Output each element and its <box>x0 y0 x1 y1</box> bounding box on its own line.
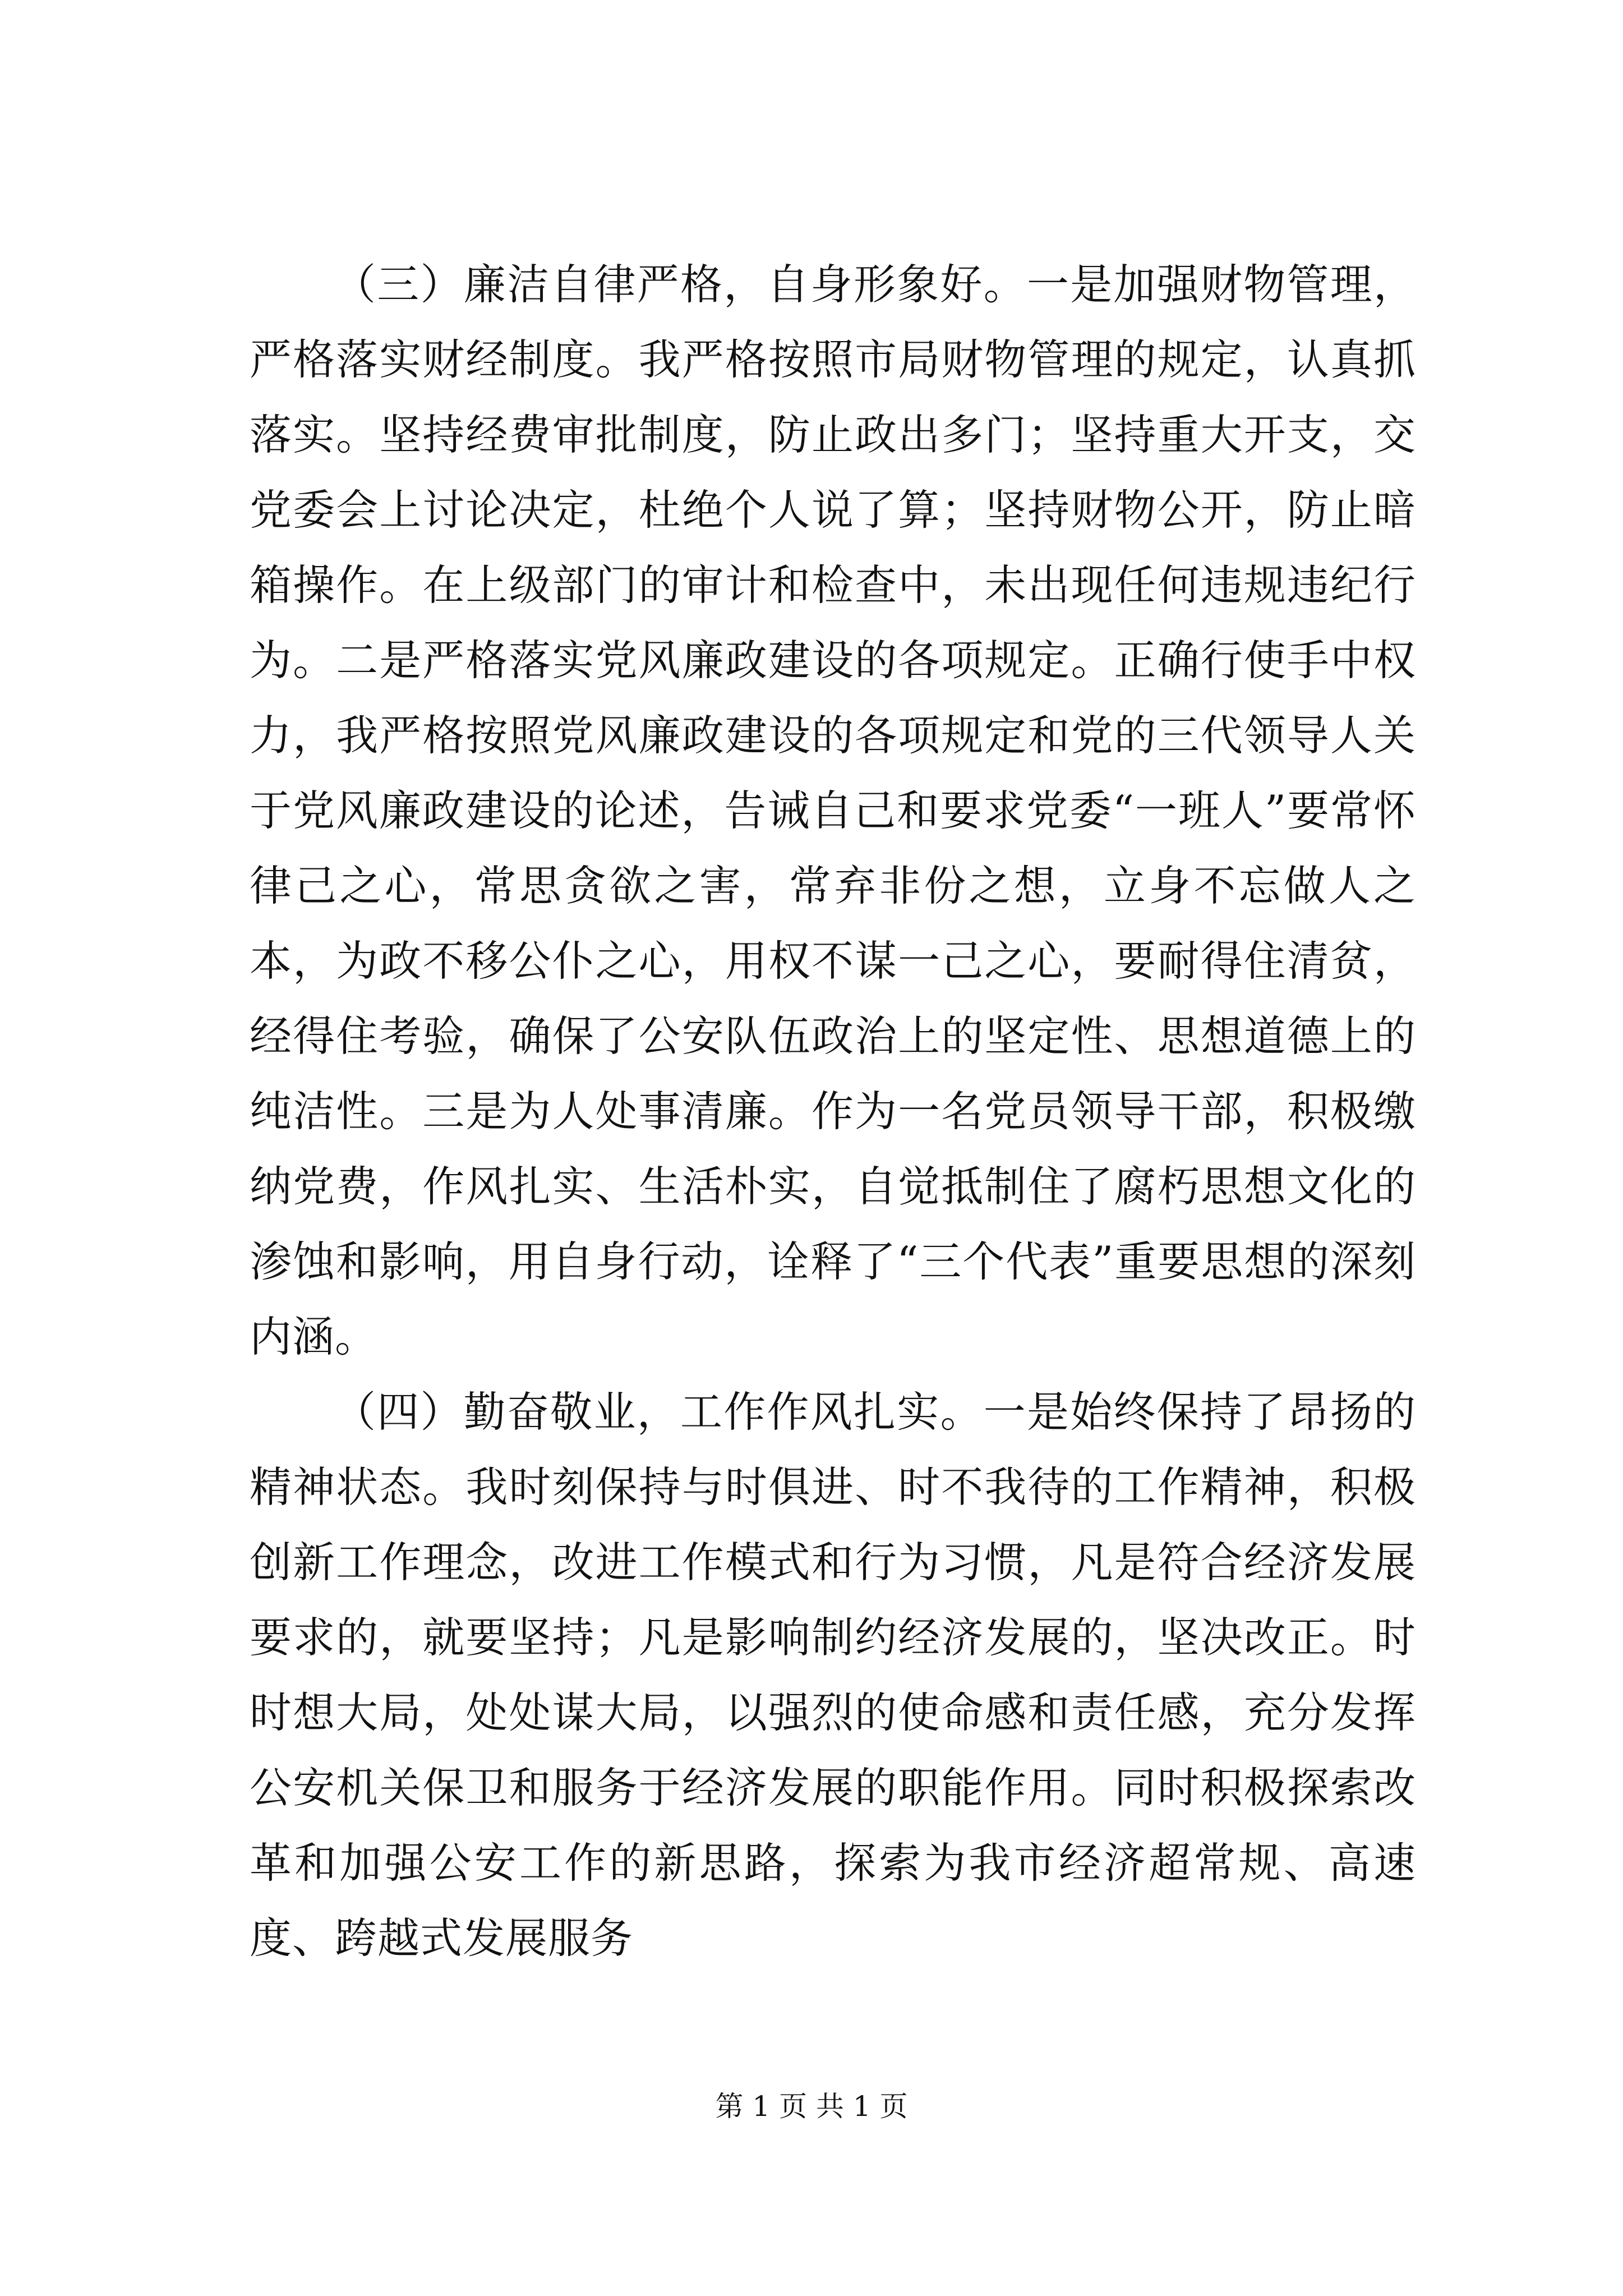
body-text <box>250 247 1416 1976</box>
paragraph-integrity: （三）廉洁自律严格，自身形象好。一是加强财物管理，严格落实财经制度。我严格按照市局财物管理的规定，认真抓落实。坚持经费审批制度，防止政出多门；坚持重大开支，交党委会上讨论决定，杜绝个人说了算；坚持财物公开，防止暗箱操作。在上级部门的审计和检查中，未出现任何违规违纪行为。二是严格落实党风廉政建设的各项规定。正确行使手中权力，我严格按照党风廉政建设的各项规定和党的三代领导人关于党风廉政建设的论述，告诫自己和要求党委“一班人”要常怀律己之心，常思贪欲之害，常弃非份之想，立身不忘做人之本，为政不移公仆之心，用权不谋一己之心，要耐得住清贫，经得住考验，确保了公安队伍政治上的坚定性、思想道德上的纯洁性。三是为人处事清廉。作为一名党员领导干部，积极缴纳党费，作风扎实、生活朴实，自觉抵制住了腐朽思想文化的渗蚀和影响，用自身行动，诠释了“三个代表”重要思想的深刻内涵。 <box>250 260 1416 1361</box>
page-footer: 第 1 页 共 1 页 <box>715 2090 908 2123</box>
paragraph-diligence: （四）勤奋敬业，工作作风扎实。一是始终保持了昂扬的精神状态。我时刻保持与时俱进、时不我待的工作精神，积极创新工作理念，改进工作模式和行为习惯，凡是符合经济发展要求的，就要坚持；凡是影响制约经济发展的，坚决改正。时时想大局，处处谋大局，以强烈的使命感和责任感，充分发挥公安机关保卫和服务于经济发展的职能作用。同时积极探索改革和加强公安工作的新思路，探索为我市经济超常规、高速度、跨越式发展服务 <box>250 1387 1416 1963</box>
